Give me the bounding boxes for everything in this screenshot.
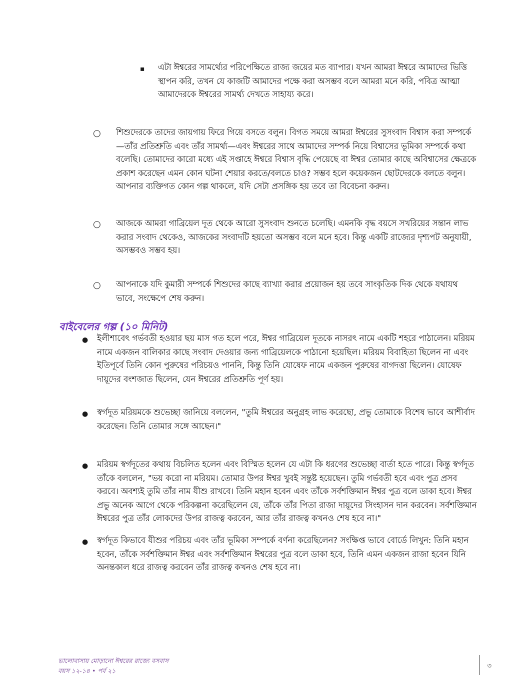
page-number: ৩ <box>487 662 492 670</box>
circle-item-2-text: আজকে আমরা গাব্রিয়েল দূত থেকে আরো সুসংবাদ শুনতে চলেছি। এমনকি বৃদ্ধ বয়সে সখরিয়ের সন্তান লাভ করার সংবাদ থেকেও, আজকের সংবাদটি হয়তো অসম্ভব বলে মনে হবে। কিন্তু একটি রাজ্যের দৃশ্যপট অনুযায়ী, অসম্ভবও সম্ভব হয়। <box>116 218 472 256</box>
story-item-4-text: স্বর্গদূত কিভাবে যীশুর পরিচয় এবং তাঁর ভূমিকা সম্পর্কে বর্ণনা করেছিলেন? সংক্ষিপ্ত ভাবে বোর্ডে লিখুন: তিনি মহান হবেন, তাঁকে সর্বশক্তিমান ঈশ্বর এবং সর্বশক্তিমান ঈশ্বরের পুত্র বলে ডাকা হবে, তিনি এমন একজন রাজা হবেন যিনি অনন্তকাল ধরে রাজত্ব করবেন তাঁর রাজত্ব কখনও শেষ হবে না। <box>97 535 469 573</box>
disc-bullet-icon: ● <box>82 410 89 418</box>
footer-subtitle: বয়স ১২-১৪ • পর্ব ২১ <box>58 668 116 675</box>
section-heading: বাইবেলের গল্প (১০ মিনিট) <box>59 322 169 333</box>
footer-divider <box>479 655 480 675</box>
story-item-3-text: মরিয়ম স্বর্গদূতের কথায় বিচলিত হলেন এবং বিস্মিত হলেন যে এটা কি ধরণের শুভেচ্ছা বার্তা হতে পারে। কিন্তু স্বর্গদূত তাঁকে বললেন, "ভয় করো না মরিয়ম। তোমার উপর ঈশ্বর খুবই সন্তুষ্ট হয়েছেন। তুমি গর্ভবতী হবে এবং পুত্র প্রসব করবে। অবশ্যই তুমি তাঁর নাম যীশু রাখবে। তিনি মহান হবেন এবং তাঁকে সর্বশক্তিমান ঈশ্বর পুত্র বলে ডাকা হবে। ঈশ্বর প্রভু অনেক আগে থেকে পরিকল্পনা করেছিলেন যে, তাঁকে তাঁর পিতা রাজা দায়ূদের সিংহাসন দান করবেন। সর্বশক্তিমান ঈশ্বরের পুত্র তাঁর লোকদের উপর রাজত্ব করবেন, আর তাঁর রাজত্ব কখনও শেষ হবে না।" <box>97 459 477 524</box>
footer-title: ভালোবাসায় মোড়ানো ঈশ্বরের রাজ্যে বসবাস <box>58 658 169 665</box>
story-item-1-text: ইলীশাবেৎ গর্ভবতী হওয়ার ছয় মাস গত হলে পরে, ঈশ্বর গাব্রিয়েল দূতকে নাসরৎ নামে একটি শহরে পাঠালেন। মরিয়ম নামে একজন বালিকার কাছে সংবাদ দেওয়ার জন্য গাব্রিয়েলকে পাঠানো হয়েছিল। মরিয়ম বিবাহিতা ছিলেন না এবং ইতিপূর্বে তিনি কোন পুরুষের পরিচয়ও পাননি, কিন্তু তিনি যোষেফ নামে একজন পুরুষের বাগদত্তা ছিলেন। যোষেফ দায়ূদের বংশজাত ছিলেন, যেন ঈশ্বরের প্রতিশ্রুতি পূর্ণ হয়। <box>97 333 475 384</box>
footer <box>58 657 169 677</box>
circle-bullet-icon: ○ <box>93 129 101 139</box>
circle-item-1-text: শিশুদেরকে তাদের জায়গায় ফিরে গিয়ে বসতে বলুন। বিগত সময়ে আমরা ঈশ্বরের সুসংবাদ বিশ্বাস করা সম্পর্কে—তাঁর প্রতিশ্রুতি এবং তাঁর সামর্থ্য—এবং ঈশ্বরের সাথে আমাদের সম্পর্ক নিয়ে বিশ্বাসের ভূমিকা সম্পর্কে কথা বলেছি। তোমাদের কারো মধ্যে এই সপ্তাহে ঈশ্বরে বিশ্বাস বৃদ্ধি পেয়েছে বা ঈশ্বর তোমার কাছে অবিশ্বাসের ক্ষেত্রকে প্রকাশ করেছেন এমন কোন ঘটনা শেয়ার করতে/বলতে চাও? সম্ভব হলে কয়েকজন ছোটদেরকে বলতে বলুন। আপনার ব্যক্তিগত কোন গল্প থাকলে, যদি সেটা প্রসঙ্গিক হয় তবে তা বিবেচনা করুন। <box>116 127 477 192</box>
disc-bullet-icon: ● <box>82 336 89 344</box>
disc-bullet-icon: ● <box>82 538 89 546</box>
disc-bullet-icon: ● <box>82 462 89 470</box>
square-bullet-icon: ▪ <box>140 65 145 73</box>
sub-bullet-text: এটা ঈশ্বরের সামর্থ্যের পরিপেক্ষিতে রাজ্য জয়ের মত ব্যাপার। যখন আমরা ঈশ্বরে আমাদের ভিত্তি স্থাপন করি, তখন যে কাজটি আমাদের পক্ষে করা অসম্ভব বলে আমরা মনে করি, পবিত্র আত্মা আমাদেরকে ঈশ্বরের সামর্থ্য দেখতে সাহায্য করে। <box>158 62 467 100</box>
story-item-2-text: স্বর্গদূত মরিয়মকে শুভেচ্ছা জানিয়ে বললেন, "তুমি ঈশ্বরের অনুগ্রহ লাভ করেছো, প্রভু তোমাকে বিশেষ ভাবে আশীর্বাদ করেছেন। তিনি তোমার সঙ্গে আছেন।" <box>97 407 475 431</box>
circle-bullet-icon: ○ <box>93 281 101 291</box>
circle-item-3-text: আপনাকে যদি কুমারী সম্পর্কে শিশুদের কাছে ব্যাখ্যা করার প্রয়োজন হয় তবে সাংকৃতিক দিক থেকে যথাযথ ভাবে, সংক্ষেপে শেষ করুন। <box>116 279 458 303</box>
circle-bullet-icon: ○ <box>93 220 101 230</box>
